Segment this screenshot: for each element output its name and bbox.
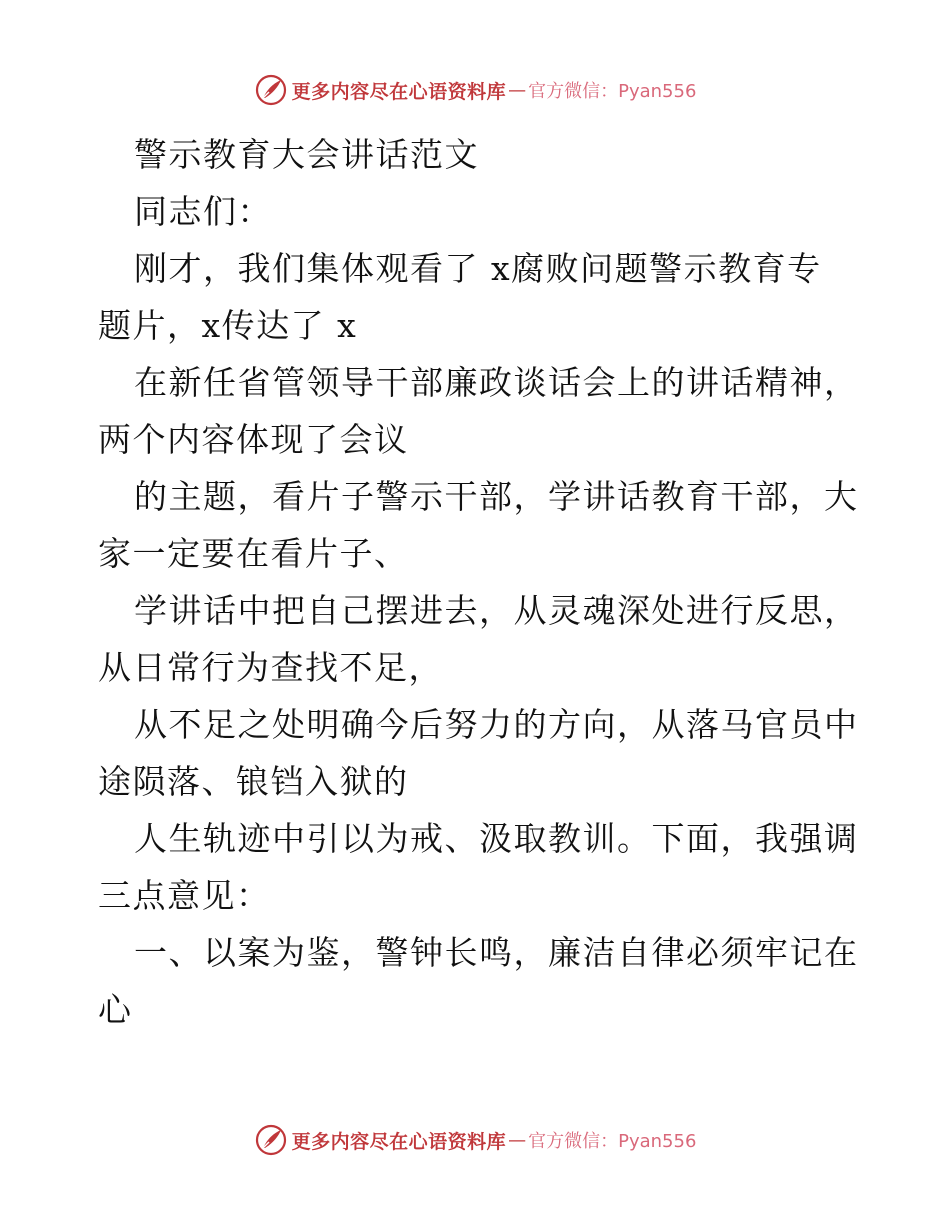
- footer-brand-text: 更多内容尽在心语资料库: [291, 1130, 507, 1153]
- header-wechat-text: 官方微信：Pyan556: [528, 81, 697, 102]
- quill-logo-icon: [254, 1123, 288, 1157]
- footer-banner: [0, 1120, 950, 1160]
- document-line: 学讲话中把自己摆进去，从灵魂深处进行反思，: [134, 591, 859, 630]
- footer-dash: —: [508, 1129, 527, 1151]
- document-line: 警示教育大会讲话范文: [134, 135, 479, 174]
- document-line: 途陨落、锒铛入狱的: [98, 762, 409, 801]
- document-line: 家一定要在看片子、: [98, 534, 409, 573]
- header-dash: —: [508, 79, 527, 101]
- document-line: 人生轨迹中引以为戒、汲取教训。下面，我强调: [134, 819, 859, 858]
- document-line: 心: [98, 990, 133, 1029]
- document-line: 的主题，看片子警示干部，学讲话教育干部，大: [134, 477, 859, 516]
- document-line: 从日常行为查找不足，: [98, 648, 443, 687]
- document-line: 从不足之处明确今后努力的方向，从落马官员中: [134, 705, 859, 744]
- document-line: 题片，x传达了 x: [98, 306, 358, 345]
- document-body: [98, 126, 858, 1038]
- header-brand-text: 更多内容尽在心语资料库: [291, 80, 507, 103]
- quill-logo-icon: [254, 73, 288, 107]
- document-line: 两个内容体现了会议: [98, 420, 409, 459]
- document-line: 在新任省管领导干部廉政谈话会上的讲话精神，: [134, 363, 859, 402]
- document-line: 同志们：: [134, 192, 272, 231]
- document-line: 一、以案为鉴，警钟长鸣，廉洁自律必须牢记在: [134, 933, 859, 972]
- document-line: 三点意见：: [98, 876, 271, 915]
- footer-wechat-text: 官方微信：Pyan556: [528, 1131, 697, 1152]
- document-line: 刚才，我们集体观看了 x腐败问题警示教育专: [134, 249, 822, 288]
- header-banner: [0, 70, 950, 110]
